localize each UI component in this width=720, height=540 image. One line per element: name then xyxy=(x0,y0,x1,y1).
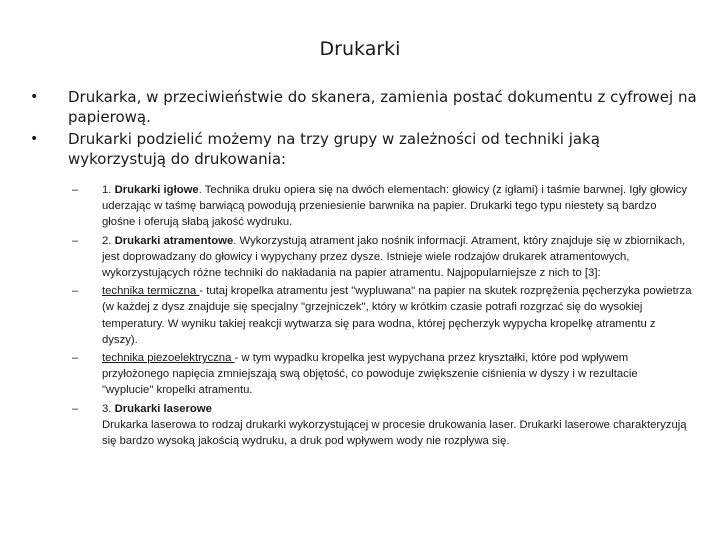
item-text: . Wykorzystują atrament jako nośnik informacji. Atrament, który znajduje się w zbiornikach, jest doprowadzany do głowicy i wypychany przez dysze. Istnieje wiele rodzajów drukarek atramentowych, wykorzystujących różne techniki do nakładania na papier atramentu. Najpopularniejsze z nich to [3]: xyxy=(102,234,686,280)
item-heading: technika piezoelektryczna xyxy=(102,352,235,365)
bullet-list xyxy=(30,87,700,171)
bullet-text: Drukarki podzielić możemy na trzy grupy w zależności od techniki jaką wykorzystują do drukowania: xyxy=(68,130,600,168)
item-text: . Technika druku opiera się na dwóch elementach: głowicy (z igłami) i taśmie barwnej. Igły głowicy uderzając w taśmę barwiącą powodują przeniesienie barwnika na papier. Drukarki tego typu niestety są bardzo głośne i oferują słabą jakość wydruku. xyxy=(102,184,687,229)
bullet-text: Drukarka, w przeciwieństwie do skanera, zamienia postać dokumentu z cyfrowej na papierową. xyxy=(68,88,697,126)
item-number: 3. xyxy=(102,402,112,415)
bullet-item xyxy=(30,87,700,127)
item-heading: Drukarki igłowe xyxy=(114,184,199,196)
item-number: 2. xyxy=(102,234,112,247)
dash-marker: – xyxy=(72,402,79,415)
sub-item-piezo xyxy=(72,350,692,399)
item-text: Drukarka laserowa to rodzaj drukarki wykorzystującej w procesie drukowania laser. Drukarki laserowe charakteryzują się bardzo wysoką jakością wydruku, a druk pod wpływem wody nie rozpływa się. xyxy=(102,418,687,448)
sub-list xyxy=(72,182,692,451)
sub-item-laser xyxy=(72,401,692,450)
dash-marker: – xyxy=(72,184,79,196)
item-heading: technika termiczna xyxy=(102,285,200,298)
item-number: 1. xyxy=(102,184,112,196)
slide-title: Drukarki xyxy=(319,38,401,60)
sub-item-thermal xyxy=(72,283,692,348)
dash-marker: – xyxy=(72,285,79,298)
item-heading: Drukarki laserowe xyxy=(114,402,212,415)
item-text: - tutaj kropelka atramentu jest "wypluwana" na papier na skutek rozprężenia pęcherzyka powietrza (w każdej z dysz znajduje się specjalny "grzejniczek", który w krótkim czasie potrafi rozgrzać się do wysokiej temperatury. W wyniku takiej reakcji wytwarza się para wodna, której pęcherzyk wypycha kropelkę atramentu z dyszy). xyxy=(102,285,692,346)
item-text: - w tym wypadku kropelka jest wypychana przez kryształki, które pod wpływem przyłożonego napięcia zmniejszają swą objętość, co powoduje zwiększenie ciśnienia w dyszy i w rezultacie "wyplucie" kropelki atramentu. xyxy=(102,352,638,397)
dash-marker: – xyxy=(72,352,79,365)
bullet-marker: • xyxy=(30,89,39,105)
bullet-marker: • xyxy=(30,131,39,147)
item-heading: Drukarki atramentowe xyxy=(114,234,234,247)
bullet-item xyxy=(30,129,700,169)
sub-item-inkjet xyxy=(72,233,692,282)
sub-item-dot-matrix xyxy=(72,182,692,231)
dash-marker: – xyxy=(72,234,79,247)
